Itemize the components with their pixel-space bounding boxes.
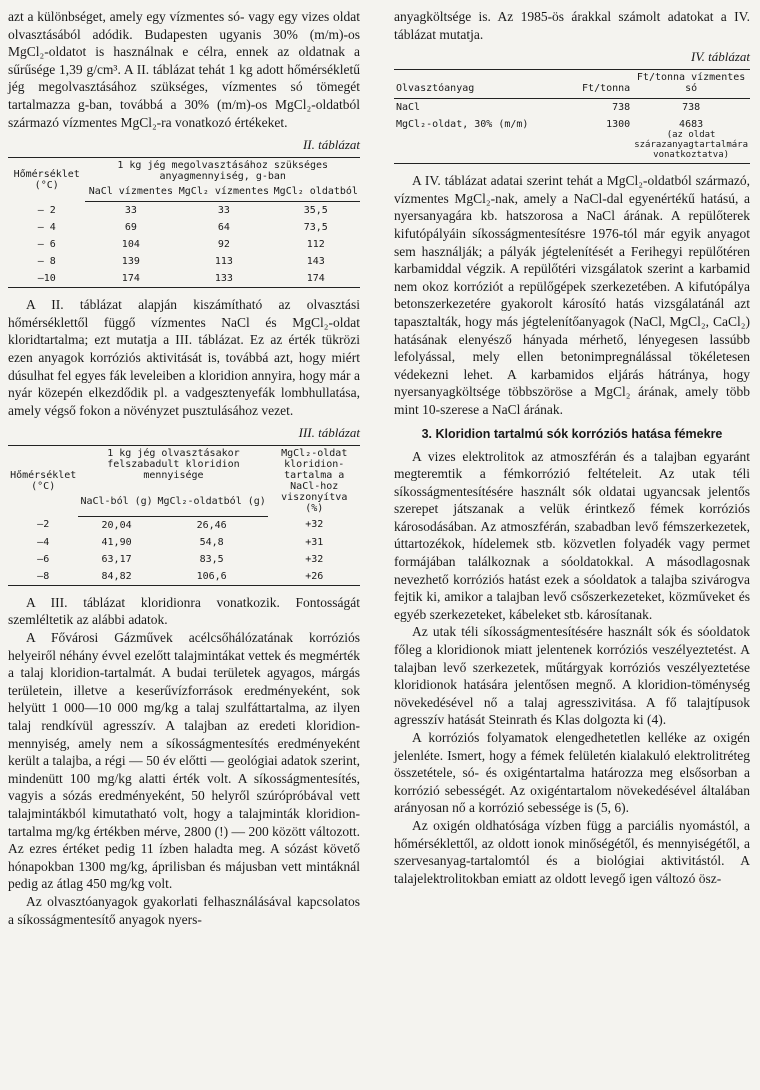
table-3 [8,445,360,586]
table-cell: —10 [37,273,56,285]
table-cell: 26,46 [196,519,227,531]
table-4-caption: IV. táblázat [691,49,750,65]
table-4-footnote: (az oldat szárazanyagtartalmára vonatkoztatva) [634,130,748,161]
table-cell: 35,5 [303,205,328,217]
table-cell: 113 [214,256,233,268]
table-cell: 33 [124,205,137,217]
table-3-header-temperature: Hőmérséklet (°C) [10,470,77,493]
paragraph: A IV. táblázat adatai szerint tehát a MgCl₂-oldatból származó, vízmentes MgCl₂-nak, amely a NaCl-dal egyenértékű hatású, a nyersanyagára kb. hatszorosa a NaCl árának. A repülőterek kifutópályáin síkosságmentesítésre 1976-tól már egyik anyagot sem használják; a pályák jégtelenítését a Ferihegyi repülőtéren karbamiddal végzik. A repülőtéri vizsgálatok szerint a karbamid nem okoz korróziót a repülőgépek szerkezetében. A kifutópálya betonszerkezetére gyakorolt károsító hatás vizsgálatánál azt tapasztalták, hogy más jégtelenítőanyagok (NaCl, MgCl₂, CaCl₂) hatásának elenyésző hányada mérhető, lényegesen lassúbb lefolyással, mely ellen betonimpregnálással tökéletesen védekezni lehet. A karbamidos eljárás hátránya, hogy nyersanyagköltsége többszöröse a MgCl₂ árának, amely több mint 10-szerese a NaCl árának. [394,173,750,417]
table-cell: —8 [37,570,50,582]
table-2-header-group: 1 kg jég megolvasztásához szükséges anyagmennyiség, g-ban [117,160,329,183]
paragraph: anyagköltsége is. Az 1985-ös árakkal számolt adatokat a IV. táblázat mutatja. [394,9,750,42]
table-cell: — 6 [37,239,56,251]
table-3-caption: III. táblázat [298,425,360,441]
paragraph: Az oxigén oldhatósága vízben függ a parciális nyomástól, a hőmérséklettől, az oldott ionok minőségétől, és mennyiségétől, a szervesanyag-tartalomtól és a biológiai aktivitástól. A talajelektrolitokban emiatt az oldott levegő igen változó ösz- [394,817,750,886]
table-row [8,551,360,568]
table-cell: 54,8 [199,536,224,548]
table-cell: 738 [612,102,631,114]
table-3-header-group: 1 kg jég olvasztásakor felszabadult kloridion mennyisége [107,448,240,482]
table-cell: 112 [306,239,325,251]
table-2-header-nacl: NaCl vízmentes [85,184,176,202]
table-4-header-price: Ft/tonna [568,70,632,99]
table-cell: 106,6 [196,570,227,582]
table-cell: — 8 [37,256,56,268]
table-cell: +26 [305,570,324,582]
paragraph: Az utak téli síkosságmentesítésére használt sók és sóoldatok főleg a kloridionok miatt jelentenek korróziós veszélyeztetést. A talajban levő szerkezetek, műtárgyak korróziós veszélyeztetése kloridionok hatására jelentősen megnő. A kloridion-töménység növekedésével nő a talaj agresszivitása. A fő talajtípusok agresszív hatását Steinrath és Klas dolgozta ki (4). [394,624,750,728]
table-row [8,219,360,236]
table-cell: 143 [306,256,325,268]
table-cell: —2 [37,519,50,531]
table-3-header-ratio: MgCl₂-oldat kloridion-tartalma a NaCl-hoz viszonyítva (%) [281,448,348,515]
table-3-header-nacl: NaCl-ból (g) [78,494,154,516]
paragraph: A vizes elektrolitok az atmoszférán és a talajban egyaránt megteremtik a fémkorrózió feltételeit. Az utak téli síkosságmentesítésére használt sók oldatai ugyancsak jelentős szerepet játszanak a velük érintkező fémek korróziós károsodásában. Az atmoszférán, szabadban levő fémszerkezetek, úttartozékok, hídelemek stb. közvetlen folyadék vagy permet formájában találkoznak a sóoldatokkal. A másodlagosnak nevezhető korróziós hatást ezek a sóoldatok a talajba szivárogva fejtik ki, amikor a talajban levő csőszerkezeteket, közműveket és egyéb szerkezeteket, kábeleket stb. károsítanak. [394,448,750,622]
paragraph: A III. táblázat kloridionra vonatkozik. Fontosságát szemléltetik az alábbi adatok. [8,594,360,628]
table-cell: 20,04 [101,519,132,531]
table-4 [394,69,750,164]
table-cell: — 4 [37,222,56,234]
table-row [8,516,360,534]
table-cell: 738 [682,102,701,114]
table-row [8,534,360,551]
table-cell: 73,5 [303,222,328,234]
table-2-caption: II. táblázat [302,137,360,153]
table-cell: 174 [306,273,325,285]
table-2 [8,157,360,288]
paragraph: Az olvasztóanyagok gyakorlati felhasználásával kapcsolatos a síkosságmentesítő anyagok nyers- [8,893,360,927]
table-cell: 69 [124,222,137,234]
paragraph: A II. táblázat alapján kiszámítható az olvasztási hőmérséklettől függő vízmentes NaCl és MgCl₂-oldat kloridtartalma; ezt mutatja a III. táblázat. Ez az érték tükrözi ezen anyagok korróziós aktivitását is, továbbá azt, hogy miért dúsulhat fel egyes fák leveleiben a kloridion annyira, hogy már a nyár közepén elkezdődik pl. a vadgesztenyefák lombhullatása, amely végső fokon a növényzet pusztulásához vezet. [8,297,360,418]
table-2-header-mgcl2-solution: MgCl₂ oldatból [272,184,360,202]
left-column [8,8,360,928]
table-cell: 41,90 [101,536,132,548]
table-cell: 84,82 [101,570,132,582]
table-2-header-mgcl2: MgCl₂ vízmentes [176,184,271,202]
section-heading: 3. Kloridion tartalmú sók korróziós hatása fémekre [421,426,723,441]
table-cell: 133 [214,273,233,285]
table-row [394,116,750,164]
table-cell: +31 [305,536,324,548]
table-row [8,253,360,270]
table-3-header-mgcl2-solution: MgCl₂-oldatból (g) [155,494,269,516]
table-cell: 104 [121,239,140,251]
table-cell: +32 [305,553,324,565]
table-cell: 139 [121,256,140,268]
table-cell [632,116,750,164]
table-row [8,270,360,288]
paragraph: azt a különbséget, amely egy vízmentes só- vagy egy vizes oldat olvasztásából adódik. Budapesten ugyanis 30% (m/m)-os MgCl₂-oldatot is használnak e célra, ennek az oldatnak a sűrűsége 1,39 g/cm³. A II. táblázat tehát 1 kg adott hőmérsékletű jég megolvasztásához szükséges, vízmentes só tömegét tartalmazza g-ban, továbbá a 30% (m/m)-os MgCl₂-oldatból származó vízmentes MgCl₂-ra vonatkozó értékeket. [8,9,360,130]
table-cell: NaCl [396,102,421,114]
table-cell: 64 [217,222,230,234]
paragraph: A korróziós folyamatok elengedhetetlen kelléke az oxigén jelenléte. Ismert, hogy a fémek felületén kialakuló elektrolitréteg összetétele, só- és oxigéntartalma határozza meg elsősorban a korrózió sebességét. Az oxigéntartalom növekedésével általában arányosan nő a korrózió sebessége is (5, 6). [394,730,750,816]
table-row [394,99,750,117]
table-row [8,202,360,220]
table-4-header-price-anhydrous: Ft/tonna vízmentes só [632,70,750,99]
table-2-header-temperature: Hőmérséklet (°C) [13,168,80,191]
table-row [8,236,360,253]
table-cell: 92 [217,239,230,251]
table-row [8,568,360,586]
table-cell: 1300 [606,119,631,131]
right-column [394,8,750,887]
table-cell-value: 4683 [679,119,704,131]
table-cell: — 2 [37,204,56,216]
table-cell: —6 [37,553,50,565]
table-cell: +32 [305,519,324,531]
table-cell: 174 [121,273,140,285]
table-4-header-material: Olvasztóanyag [394,70,568,99]
table-cell: 83,5 [199,553,224,565]
paragraph: A Fővárosi Gázművek acélcsőhálózatának korróziós helyeiről néhány évvel ezelőtt talajmintákat vettek és megmérték a talaj kloridion-tartalmát. A budai területek agyagos, márgás területein, illetve a keserűvízforrások eredményeként, sok helyütt 1 000—10 000 mg/kg a talaj szulfáttartalma, az ilyen talaj rendkívül agresszív. A talajban az eredeti kloridion-mennyiség, amely nem a síkosságmentesítés eredményeként került a talajba, a régi — 50 év előtti — geológiai adatok szerint, mindenütt 100 mg/kg alatti érték volt. A síkosságmentesítés, vagyis a sózás eredményeként, 50 helyről szúrópróbával vett talajmintákból kimutatható volt, hogy a talajminták kloridion-tartalma mg/kg értékben mérve, 2800 (!) — 200 között változott. Az ezres értéket pedig 11 ízben haladta meg. A sózást követő hónapokban 1300 mg/kg, áprilisban és májusban vett mintáknál pedig az átlag 450 mg/kg volt. [8,630,360,892]
table-cell: —4 [37,536,50,548]
table-cell: MgCl₂-oldat, 30% (m/m) [396,119,529,131]
table-cell: 33 [217,205,230,217]
table-cell: 63,17 [101,553,132,565]
